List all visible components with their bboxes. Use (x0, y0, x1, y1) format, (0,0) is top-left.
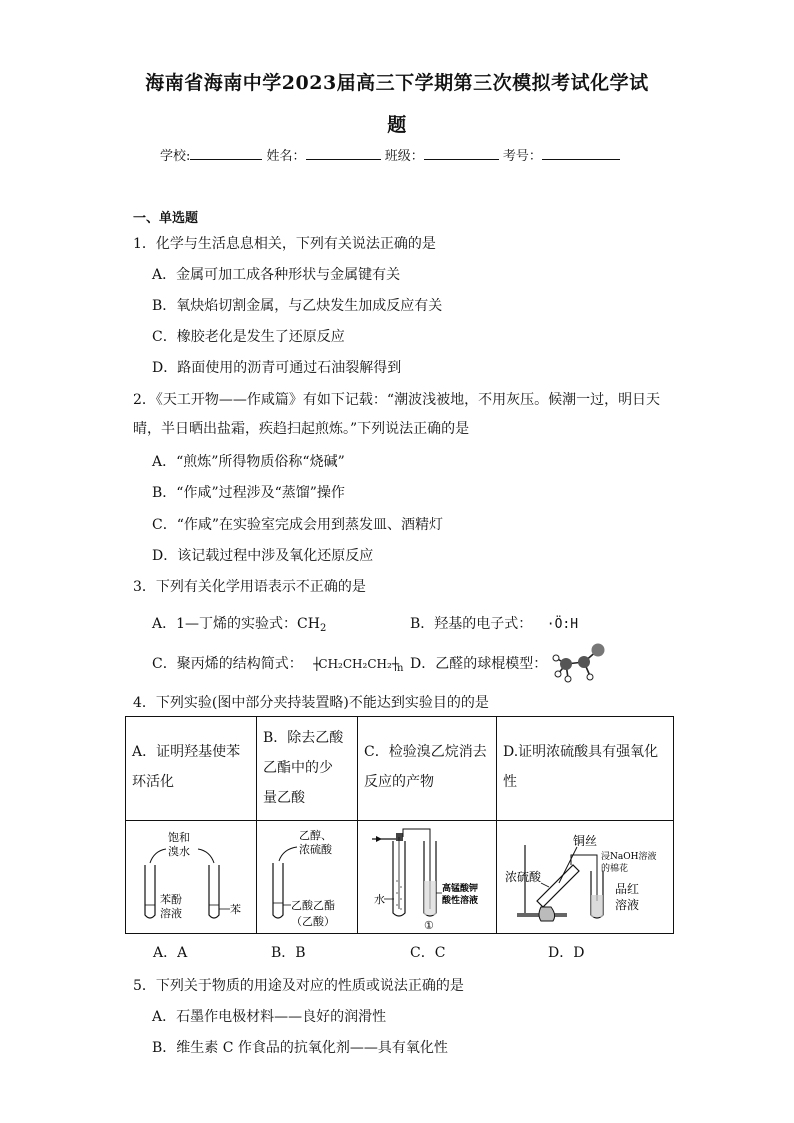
fig-d-alcohol-lamp (539, 907, 555, 921)
section-heading: 一、单选题 (133, 211, 199, 226)
cell-b-line3: 量乙酸 (263, 790, 305, 806)
fig-c-label-mark: ① (424, 919, 434, 932)
polypropylene-formula: $┼CH_2CH_2CH_2┼_n$ (313, 657, 404, 674)
q4-choice-a: A．A (153, 945, 188, 961)
fig-b-label-top1: 乙醇、 (299, 829, 332, 842)
figure-d-cell (497, 821, 674, 934)
class-blank[interactable] (424, 147, 499, 160)
cell-c-line2: 反应的产物 (364, 774, 434, 790)
fig-a-label-bl1: 苯酚 (160, 893, 182, 906)
q2-option-d: D．该记载过程中涉及氧化还原反应 (152, 548, 374, 564)
q4-choice-d: D．D (548, 945, 585, 961)
fig-c-label-r1: 高锰酸钾 (442, 883, 479, 893)
q5-option-a: A．石墨作电极材料——良好的润滑性 (152, 1009, 387, 1025)
table-cell-a-text (126, 717, 257, 821)
q5-option-b: B．维生素 C 作食品的抗氧化剂——具有氧化性 (152, 1040, 448, 1056)
q3-option-b (410, 613, 578, 633)
school-label: 学校: (160, 149, 191, 164)
q3-option-c (152, 653, 403, 674)
q4-choice-b: B．B (271, 945, 306, 961)
fig-a-label-top2: 溴水 (168, 845, 190, 858)
school-blank[interactable] (190, 147, 262, 160)
q2-option-a: A．“煎炼”所得物质俗称“烧碱” (152, 454, 345, 470)
fig-b-label-b1: 乙酸乙酯 (291, 899, 335, 912)
q3-option-b-text: B．羟基的电子式： (410, 616, 533, 632)
figure-b-cell (257, 821, 358, 934)
cell-d-line1: D.证明浓硫酸具有强氧化 (503, 744, 659, 760)
figure-c-gas-wash-apparatus (358, 821, 496, 933)
student-info-line (160, 145, 620, 164)
figure-b-test-tube (257, 821, 357, 933)
fig-d-label-cu: 铜丝 (573, 834, 598, 848)
number-blank[interactable] (542, 147, 620, 160)
q3-option-d: D．乙醛的球棍模型： (410, 656, 548, 672)
cell-b-line2: 乙酯中的少 (263, 760, 333, 776)
fig-d-label-dye1: 品红 (615, 882, 640, 896)
hydroxyl-electron-formula: ·Ö:H (546, 617, 579, 632)
fig-d-label-dye2: 溶液 (615, 898, 640, 912)
class-label: 班级： (384, 149, 424, 164)
name-label: 姓名： (266, 149, 306, 164)
acetaldehyde-ball-stick-model (546, 640, 612, 686)
polypropylene-repeat-unit: CH₂CH₂CH₂ (318, 657, 392, 671)
fig-b-label-top2: 浓硫酸 (299, 843, 332, 856)
q1-option-d: D．路面使用的沥青可通过石油裂解得到 (152, 360, 402, 376)
q2-stem-line2: 晴，半日晒出盐霜，疾趋扫起煎炼。”下列说法正确的是 (133, 421, 470, 437)
fig-d-label-cotton2: 的棉花 (601, 864, 629, 874)
fig-a-label-br: 苯 (230, 903, 241, 916)
q4-stem: 4．下列实验(图中部分夹持装置略)不能达到实验目的的是 (133, 695, 489, 711)
fig-c-label-r2: 酸性溶液 (442, 895, 479, 905)
table-cell-d-text (497, 717, 674, 821)
cell-a-line1: A．证明羟基使苯 (132, 744, 241, 760)
fig-a-label-bl2: 溶液 (160, 907, 182, 920)
fig-d-gas-tube (571, 855, 597, 901)
name-blank[interactable] (306, 147, 381, 160)
q1-option-a: A．金属可加工成各种形状与金属键有关 (152, 267, 401, 283)
experiment-table (125, 716, 674, 934)
q2-option-c: C．“作咸”在实验室完成会用到蒸发皿、酒精灯 (152, 517, 444, 533)
fig-b-arrow (279, 847, 297, 861)
fig-b-tube (273, 863, 283, 918)
cell-c-line1: C．检验溴乙烷消去 (364, 744, 487, 760)
number-label: 考号： (502, 149, 542, 164)
q2-stem-line1: 2．《天工开物——作咸篇》有如下记载：“潮波浅被地，不用灰压。候潮一过，明日天 (133, 392, 661, 408)
exam-title-line1: 海南省海南中学2023届高三下学期第三次模拟考试化学试 (145, 72, 649, 94)
q3-stem: 3．下列有关化学用语表示不正确的是 (133, 579, 366, 595)
q3-option-a-text: A．1—丁烯的实验式：CH (152, 616, 320, 632)
fig-a-arrow-right (198, 849, 214, 863)
cell-b-line1: B．除去乙酸 (263, 730, 344, 746)
fig-a-tube-left (145, 865, 155, 918)
fig-d-copper-wire (559, 847, 577, 883)
q2-option-b: B．“作咸”过程涉及“蒸馏”操作 (152, 485, 345, 501)
q1-option-b: B．氧炔焰切割金属，与乙炔发生加成反应有关 (152, 298, 443, 314)
q3-option-c-text: C．聚丙烯的结构简式： (152, 656, 303, 672)
fig-c-label-water: 水 (374, 893, 385, 906)
fig-a-tube-right (209, 865, 219, 918)
cell-d-line2: 性 (503, 774, 517, 790)
figure-c-cell (358, 821, 497, 934)
table-cell-c-text (358, 717, 497, 821)
q1-option-c: C．橡胶老化是发生了还原反应 (152, 329, 345, 345)
cell-a-line2: 环活化 (132, 774, 174, 790)
figure-a-test-tubes (126, 821, 256, 933)
table-cell-b-text (257, 717, 358, 821)
figure-a-cell (126, 821, 257, 934)
fig-a-label-top1: 饱和 (168, 831, 190, 844)
fig-b-label-b2: （乙酸） (291, 915, 335, 928)
exam-title-line2: 题 (387, 114, 407, 136)
q3-option-a (152, 613, 326, 634)
fig-a-arrow-left (150, 849, 166, 863)
q4-choice-c: C．C (410, 945, 446, 961)
fig-d-label-acid: 浓硫酸 (505, 870, 542, 884)
fig-d-label-cotton1: 浸NaOH溶液 (601, 852, 657, 862)
fig-d-reaction-tube (537, 865, 579, 907)
q5-stem: 5．下列关于物质的用途及对应的性质或说法正确的是 (133, 978, 464, 994)
polymer-n-subscript: n (397, 663, 404, 674)
q3-option-a-subscript: 2 (319, 623, 327, 634)
q1-stem: 1．化学与生活息息相关，下列有关说法正确的是 (133, 236, 436, 252)
figure-d-copper-acid-apparatus (497, 821, 673, 933)
